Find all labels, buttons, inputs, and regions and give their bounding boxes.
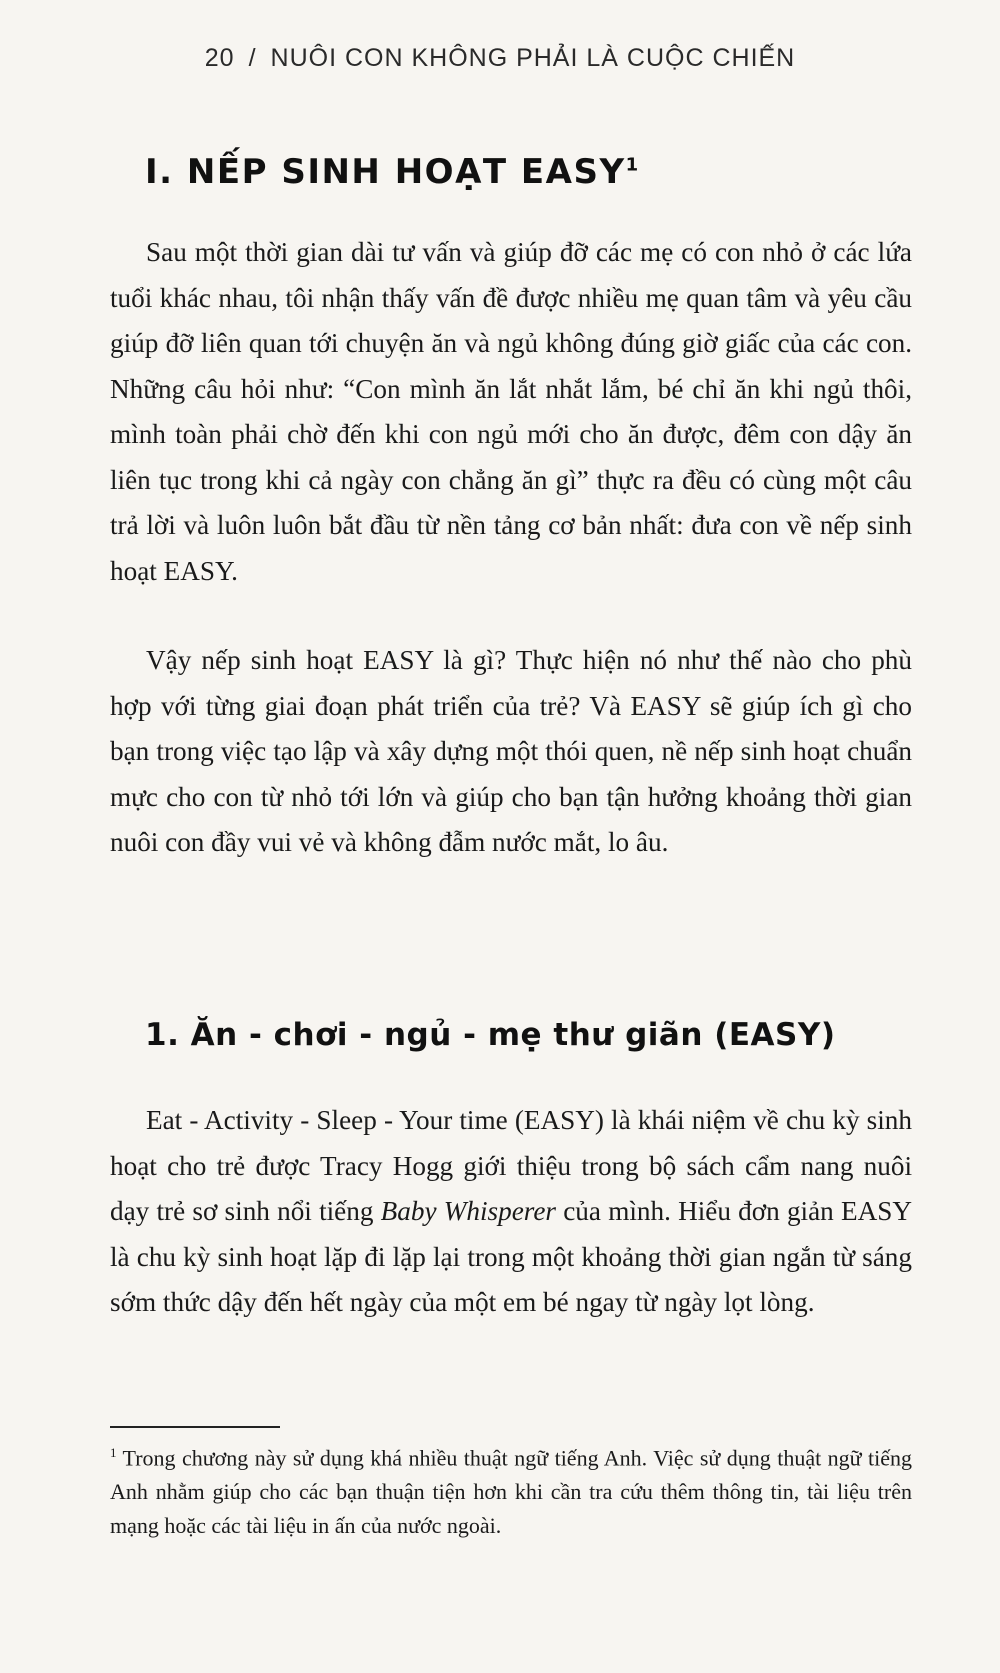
- paragraph-3-end: của mình. Hiểu đơn giản EASY là chu kỳ sinh hoạt lặp đi lặp lại trong một khoảng thời gian ngắn từ sáng sớm thức dậy đến hết ngày của một em bé ngay từ ngày lọt lòng.: [110, 1196, 912, 1317]
- footnote: [110, 1436, 912, 1543]
- footnote-separator: [110, 1426, 280, 1428]
- section-heading-1: [145, 152, 640, 192]
- footnote-text: Trong chương này sử dụng khá nhiều thuật ngữ tiếng Anh. Việc sử dụng thuật ngữ tiếng Anh nhằm giúp cho các bạn thuận tiện hơn khi cần tra cứu thêm thông tin, tài liệu trên mạng hoặc các tài liệu in ấn của nước ngoài.: [110, 1445, 912, 1539]
- page-number: 20: [204, 44, 235, 72]
- header-divider: /: [248, 44, 257, 72]
- book-name: Baby Whisperer: [380, 1196, 557, 1226]
- footnote-reference: 1: [625, 154, 640, 176]
- paragraph-3-start: Eat - Activity - Sleep - Your time (EASY) là khái niệm về chu kỳ sinh hoạt cho trẻ được Tracy Hogg giới thiệu trong bộ sách cẩm nang nuôi dạy trẻ sơ sinh nổi tiếng: [110, 1105, 912, 1226]
- book-title: NUÔI CON KHÔNG PHẢI LÀ CUỘC CHIẾN: [270, 44, 796, 72]
- paragraph-1: Sau một thời gian dài tư vấn và giúp đỡ các mẹ có con nhỏ ở các lứa tuổi khác nhau, tôi nhận thấy vấn đề được nhiều mẹ quan tâm và yêu cầu giúp đỡ liên quan tới chuyện ăn và ngủ không đúng giờ giấc của các con. Những câu hỏi như: “Con mình ăn lắt nhắt lắm, bé chỉ ăn khi ngủ thôi, mình toàn phải chờ đến khi con ngủ mới cho ăn được, đêm con dậy ăn liên tục trong khi cả ngày con chẳng ăn gì” thực ra đều có cùng một câu trả lời và luôn luôn bắt đầu từ nền tảng cơ bản nhất: đưa con về nếp sinh hoạt EASY.: [110, 237, 912, 586]
- running-header: [0, 44, 1000, 73]
- paragraph-2: Vậy nếp sinh hoạt EASY là gì? Thực hiện nó như thế nào cho phù hợp với từng giai đoạn phát triển của trẻ? Và EASY sẽ giúp ích gì cho bạn trong việc tạo lập và xây dựng một thói quen, nề nếp sinh hoạt chuẩn mực cho con từ nhỏ tới lớn và giúp cho bạn tận hưởng khoảng thời gian nuôi con đầy vui vẻ và không đẫm nước mắt, lo âu.: [110, 645, 912, 857]
- footnote-marker: 1: [110, 1445, 117, 1460]
- paragraph-3: [110, 1098, 912, 1326]
- section-heading-1-text: I. NẾP SINH HOẠT EASY: [145, 152, 626, 192]
- section-heading-2: 1. Ăn - chơi - ngủ - mẹ thư giãn (EASY): [145, 1017, 836, 1053]
